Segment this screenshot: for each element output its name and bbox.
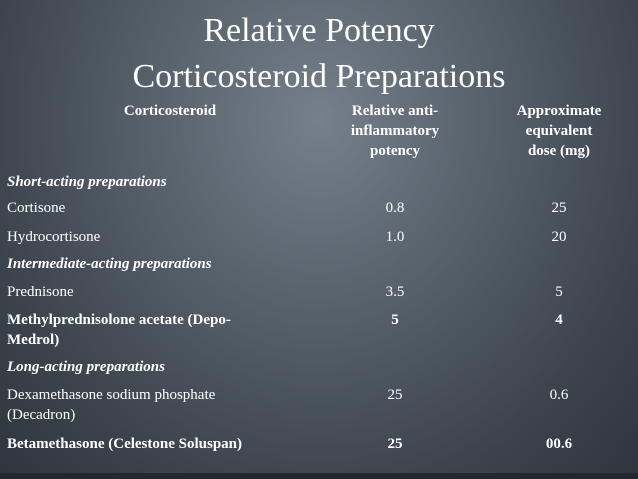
slide-title-line-2: Corticosteroid Preparations — [132, 58, 506, 95]
potency-methylprednisolone: 5 — [391, 312, 399, 328]
drug-name-prednisone: Prednisone — [7, 284, 74, 300]
header-equivalent-dose-line-2: equivalent — [525, 123, 593, 139]
dose-methylprednisolone: 4 — [555, 312, 563, 328]
drug-name-methylprednisolone-line-2: Medrol) — [7, 332, 60, 348]
dose-prednisone: 5 — [555, 284, 563, 300]
section-intermediate-acting: Intermediate-acting preparations — [7, 256, 212, 272]
drug-name-methylprednisolone — [7, 310, 297, 350]
drug-name-dexamethasone — [7, 385, 297, 425]
potency-dexamethasone: 25 — [387, 387, 403, 403]
dose-hydrocortisone: 20 — [551, 229, 567, 245]
dose-betamethasone: 00.6 — [545, 436, 573, 452]
header-equivalent-dose-line-1: Approximate — [516, 103, 602, 119]
header-relative-potency-line-1: Relative anti- — [351, 103, 439, 119]
dose-cortisone: 25 — [551, 200, 567, 216]
dose-dexamethasone: 0.6 — [549, 387, 569, 403]
drug-name-cortisone: Cortisone — [7, 200, 66, 216]
potency-prednisone: 3.5 — [385, 284, 405, 300]
drug-name-dexamethasone-line-2: (Decadron) — [7, 407, 76, 423]
drug-name-methylprednisolone-line-1: Methylprednisolone acetate (Depo- — [7, 312, 231, 328]
potency-hydrocortisone: 1.0 — [385, 229, 405, 245]
drug-name-hydrocortisone: Hydrocortisone — [7, 229, 101, 245]
drug-name-dexamethasone-line-1: Dexamethasone sodium phosphate — [7, 387, 216, 403]
slide-bottom-bar — [0, 473, 638, 479]
header-relative-potency-line-3: potency — [370, 143, 420, 159]
header-equivalent-dose-line-3: dose (mg) — [527, 143, 591, 159]
header-equivalent-dose — [500, 101, 618, 161]
header-corticosteroid: Corticosteroid — [123, 103, 217, 119]
header-relative-potency-line-2: inflammatory — [350, 123, 440, 139]
header-relative-potency — [340, 101, 450, 161]
section-short-acting: Short-acting preparations — [7, 174, 167, 190]
potency-cortisone: 0.8 — [385, 200, 405, 216]
drug-name-betamethasone: Betamethasone (Celestone Soluspan) — [7, 436, 242, 452]
section-long-acting: Long-acting preparations — [7, 359, 165, 375]
potency-betamethasone: 25 — [387, 436, 403, 452]
slide-title-line-1: Relative Potency — [203, 12, 435, 49]
